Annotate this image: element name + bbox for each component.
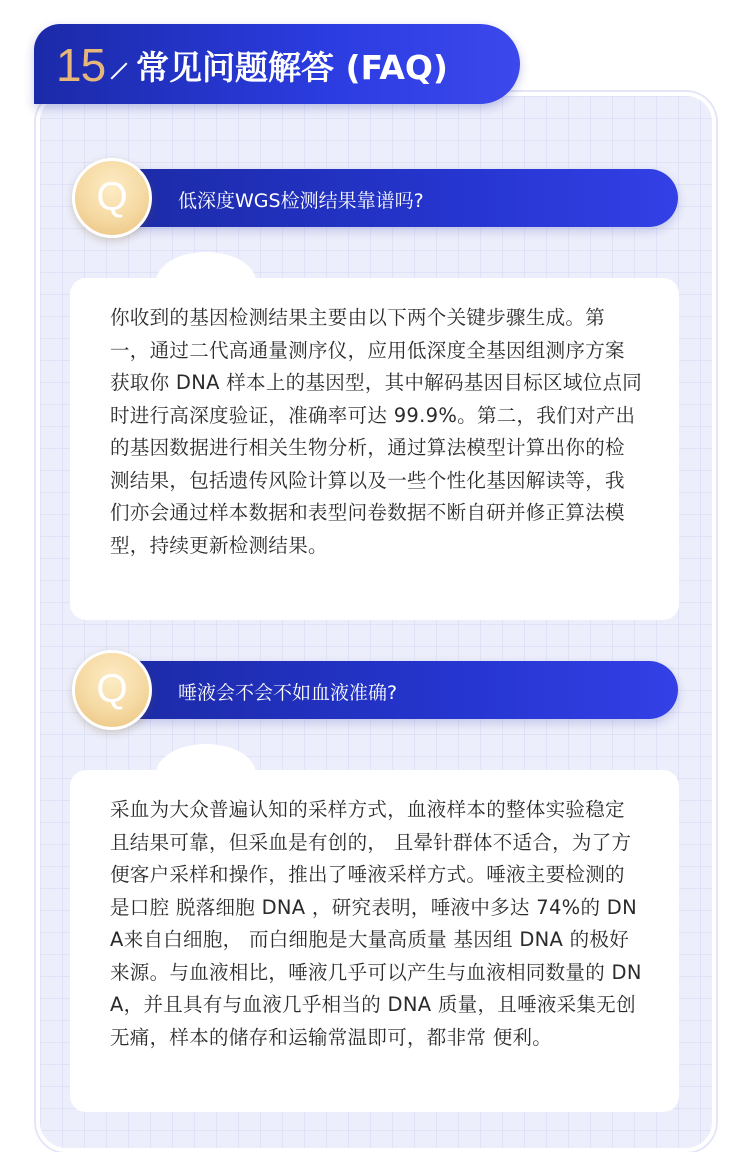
- faq-question: 低深度WGS检测结果靠谱吗?: [178, 190, 424, 212]
- q-letter: Q: [96, 667, 128, 711]
- faq-answer: 你收到的基因检测结果主要由以下两个关键步骤生成。第一，通过二代高通量测序仪，应用低深度全基因组测序方案获取你 DNA 样本上的基因型，其中解码基因目标区域位点同时进行高深度验证，准确率可达 99.9%。第二，我们对产出的基因数据进行相关生物分析，通过算法模型计算出你的检测结果，包括遗传风险计算以及一些个性化基因解读等，我们亦会通过样本数据和表型问卷数据不断自研并修正算法模型，持续更新检测结果。: [110, 306, 643, 557]
- q-badge-icon: [72, 158, 152, 238]
- faq-question-bar[interactable]: [120, 661, 678, 719]
- faq-question: 唾液会不会不如血液准确?: [178, 682, 398, 704]
- faq-question-bar[interactable]: [120, 169, 678, 227]
- q-badge-icon: [72, 650, 152, 730]
- q-letter: Q: [96, 175, 128, 219]
- faq-answer-card: [70, 770, 679, 1112]
- section-title: 常见问题解答 (FAQ): [136, 48, 449, 87]
- faq-answer: 采血为大众普遍认知的采样方式，血液样本的整体实验稳定且结果可靠，但采血是有创的， 且晕针群体不适合，为了方便客户采样和操作，推出了唾液采样方式。唾液主要检测的是口腔 脱落细胞 DNA ，研究表明，唾液中多达 74%的 DNA来自白细胞， 而白细胞是大量高质量 基因组 DNA 的极好来源。与血液相比，唾液几乎可以产生与血液相同数量的 DNA，并且具有与血液几乎相当的 DNA 质量，且唾液采集无创无痛，样本的储存和运输常温即可，都非常 便利。: [110, 798, 642, 1049]
- section-number: 15: [56, 39, 106, 91]
- faq-answer-card: [70, 278, 679, 620]
